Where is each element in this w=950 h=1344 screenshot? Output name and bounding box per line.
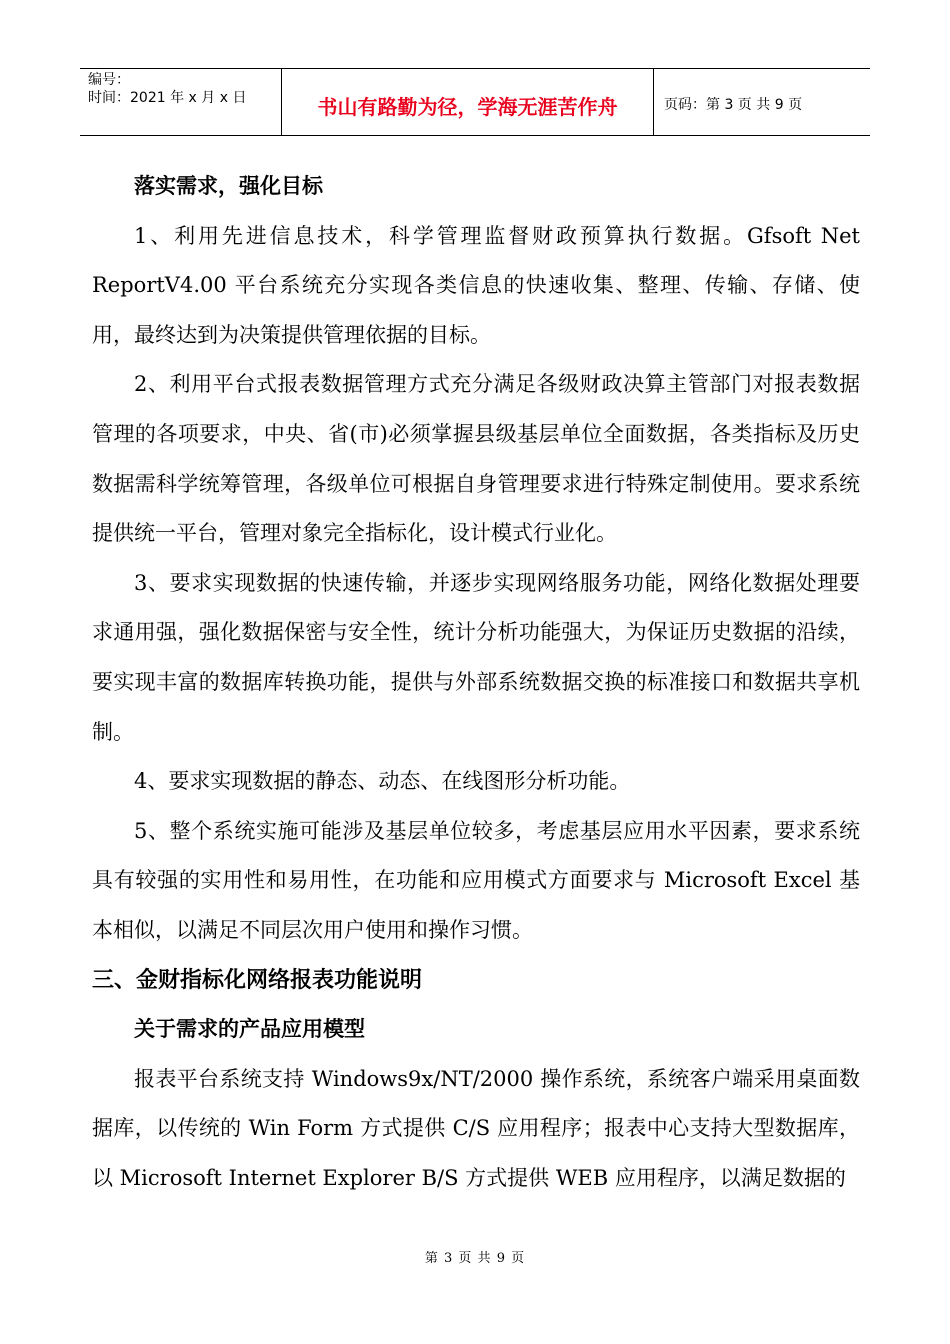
document-body	[92, 162, 860, 1203]
paragraph-2: 2、利用平台式报表数据管理方式充分满足各级财政决算主管部门对报表数据管理的各项要求，中央、省(市)必须掌握县级基层单位全面数据，各类指标及历史数据需科学统筹管理，各级单位可根据自身管理要求进行特殊定制使用。要求系统提供统一平台，管理对象完全指标化，设计模式行业化。	[92, 372, 860, 546]
page-header	[80, 68, 870, 136]
header-meta	[80, 69, 282, 135]
paragraph-4: 4、要求实现数据的静态、动态、在线图形分析功能。	[134, 769, 631, 794]
paragraph-3: 3、要求实现数据的快速传输，并逐步实现网络服务功能，网络化数据处理要求通用强，强化数据保密与安全性，统计分析功能强大，为保证历史数据的沿续，要实现丰富的数据库转换功能，提供与外部系统数据交换的标准接口和数据共享机制。	[92, 570, 860, 744]
header-motto: 书山有路勤为径，学海无涯苦作舟	[282, 69, 654, 135]
section-heading-requirements: 落实需求，强化目标	[134, 174, 323, 198]
paragraph-1: 1、利用先进信息技术，科学管理监督财政预算执行数据。Gfsoft Net ReportV4.00 平台系统充分实现各类信息的快速收集、整理、传输、存储、使用，最终达到为决策提供管理依据的目标。	[92, 223, 860, 347]
page-footer: 第 3 页 共 9 页	[424, 1251, 526, 1266]
document-time-label: 时间：2021 年 x 月 x 日	[88, 90, 247, 106]
document-number-label: 编号：	[88, 72, 130, 88]
chapter-heading: 三、金财指标化网络报表功能说明	[92, 967, 423, 993]
header-page-number: 页码：第 3 页 共 9 页	[664, 97, 803, 113]
section-heading-model: 关于需求的产品应用模型	[134, 1017, 365, 1042]
paragraph-6: 报表平台系统支持 Windows9x/NT/2000 操作系统，系统客户端采用桌面数据库，以传统的 Win Form 方式提供 C/S 应用程序；报表中心支持大型数据库，以 Microsoft Internet Explorer B/S 方式提供 WEB 应用程序，以满足数据的	[92, 1066, 860, 1190]
paragraph-5: 5、整个系统实施可能涉及基层单位较多，考虑基层应用水平因素，要求系统具有较强的实用性和易用性，在功能和应用模式方面要求与 Microsoft Excel 基本相似，以满足不同层次用户使用和操作习惯。	[92, 818, 860, 942]
